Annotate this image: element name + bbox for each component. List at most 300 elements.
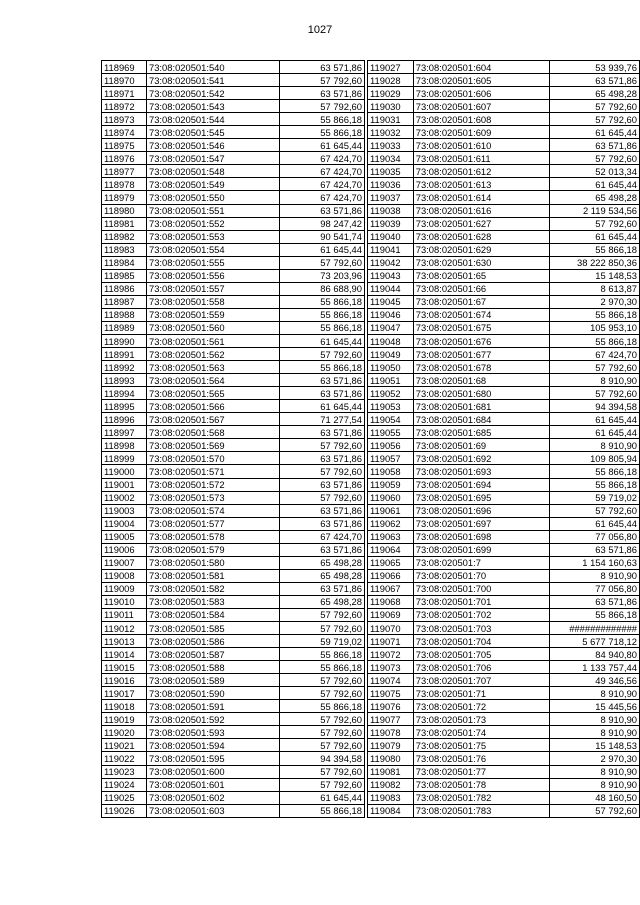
value-cell: 1 133 757,44 (550, 661, 640, 674)
table-row (368, 608, 640, 621)
row-number-cell: 119056 (368, 439, 414, 452)
cadastral-number-cell: 73:08:020501:601 (147, 778, 280, 791)
cadastral-number-cell: 73:08:020501:67 (413, 295, 550, 308)
row-number-cell: 118980 (102, 204, 147, 217)
row-number-cell: 119012 (102, 622, 147, 635)
table-row (102, 113, 365, 126)
value-cell: 53 939,76 (550, 61, 640, 74)
cadastral-number-cell: 73:08:020501:584 (147, 608, 280, 621)
table-row (368, 569, 640, 582)
row-number-cell: 119006 (102, 543, 147, 556)
cadastral-number-cell: 73:08:020501:630 (413, 256, 550, 269)
row-number-cell: 118989 (102, 321, 147, 334)
value-cell: 67 424,70 (280, 152, 365, 165)
cadastral-number-cell: 73:08:020501:694 (413, 478, 550, 491)
table-row (368, 152, 640, 165)
cadastral-number-cell: 73:08:020501:578 (147, 530, 280, 543)
value-cell: 86 688,90 (280, 282, 365, 295)
value-cell: 94 394,58 (550, 400, 640, 413)
cadastral-number-cell: 73:08:020501:591 (147, 700, 280, 713)
row-number-cell: 119066 (368, 569, 414, 582)
cadastral-number-cell: 73:08:020501:557 (147, 282, 280, 295)
row-number-cell: 119018 (102, 700, 147, 713)
cadastral-number-cell: 73:08:020501:563 (147, 361, 280, 374)
table-row (102, 687, 365, 700)
cadastral-number-cell: 73:08:020501:65 (413, 269, 550, 282)
row-number-cell: 118981 (102, 217, 147, 230)
row-number-cell: 119059 (368, 478, 414, 491)
table-row (368, 452, 640, 465)
table-row (368, 426, 640, 439)
cadastral-number-cell: 73:08:020501:701 (413, 595, 550, 608)
value-cell: 8 910,90 (550, 765, 640, 778)
cadastral-number-cell: 73:08:020501:700 (413, 582, 550, 595)
row-number-cell: 119083 (368, 791, 414, 804)
cadastral-number-cell: 73:08:020501:695 (413, 491, 550, 504)
table-row (102, 191, 365, 204)
cadastral-number-cell: 73:08:020501:558 (147, 295, 280, 308)
table-row (368, 348, 640, 361)
table-row (102, 465, 365, 478)
page-number: 1027 (307, 24, 333, 36)
value-cell: 15 148,53 (550, 269, 640, 282)
table-row (368, 269, 640, 282)
value-cell: 98 247,42 (280, 217, 365, 230)
value-cell: 55 866,18 (280, 661, 365, 674)
row-number-cell: 119008 (102, 569, 147, 582)
table-row (102, 530, 365, 543)
cadastral-number-cell: 73:08:020501:566 (147, 400, 280, 413)
table-row (102, 713, 365, 726)
value-cell: 57 792,60 (550, 387, 640, 400)
table-row (102, 569, 365, 582)
value-cell: 65 498,28 (280, 569, 365, 582)
cadastral-number-cell: 73:08:020501:586 (147, 635, 280, 648)
cadastral-number-cell: 73:08:020501:77 (413, 765, 550, 778)
cadastral-table-right (367, 60, 640, 818)
table-row (102, 595, 365, 608)
cadastral-number-cell: 73:08:020501:571 (147, 465, 280, 478)
table-row (368, 413, 640, 426)
value-cell: 63 571,86 (280, 374, 365, 387)
value-cell: 55 866,18 (280, 648, 365, 661)
row-number-cell: 119031 (368, 113, 414, 126)
table-row (368, 687, 640, 700)
table-row (102, 791, 365, 804)
value-cell: 67 424,70 (280, 178, 365, 191)
row-number-cell: 119075 (368, 687, 414, 700)
row-number-cell: 119024 (102, 778, 147, 791)
table-row (102, 282, 365, 295)
value-cell: 57 792,60 (550, 361, 640, 374)
cadastral-number-cell: 73:08:020501:685 (413, 426, 550, 439)
value-cell: 8 910,90 (550, 778, 640, 791)
cadastral-number-cell: 73:08:020501:71 (413, 687, 550, 700)
row-number-cell: 119041 (368, 243, 414, 256)
value-cell: 65 498,28 (550, 87, 640, 100)
row-number-cell: 119053 (368, 400, 414, 413)
value-cell: 105 953,10 (550, 321, 640, 334)
value-cell: 57 792,60 (550, 113, 640, 126)
row-number-cell: 118983 (102, 243, 147, 256)
table-row (368, 204, 640, 217)
value-cell: 63 571,86 (280, 387, 365, 400)
value-cell: ############# (550, 622, 640, 635)
value-cell: 57 792,60 (280, 739, 365, 752)
value-cell: 84 940,80 (550, 648, 640, 661)
table-row (102, 139, 365, 152)
row-number-cell: 118994 (102, 387, 147, 400)
cadastral-number-cell: 73:08:020501:570 (147, 452, 280, 465)
table-row (368, 478, 640, 491)
table-row (102, 478, 365, 491)
value-cell: 8 910,90 (550, 687, 640, 700)
cadastral-number-cell: 73:08:020501:676 (413, 334, 550, 347)
cadastral-number-cell: 73:08:020501:580 (147, 556, 280, 569)
value-cell: 55 866,18 (550, 243, 640, 256)
table-row (102, 230, 365, 243)
cadastral-number-cell: 73:08:020501:705 (413, 648, 550, 661)
row-number-cell: 119074 (368, 674, 414, 687)
value-cell: 55 866,18 (550, 334, 640, 347)
value-cell: 55 866,18 (550, 608, 640, 621)
table-row (368, 700, 640, 713)
table-row (102, 165, 365, 178)
row-number-cell: 119039 (368, 217, 414, 230)
row-number-cell: 119079 (368, 739, 414, 752)
value-cell: 59 719,02 (280, 635, 365, 648)
table-row (102, 778, 365, 791)
cadastral-number-cell: 73:08:020501:542 (147, 87, 280, 100)
row-number-cell: 119005 (102, 530, 147, 543)
cadastral-number-cell: 73:08:020501:561 (147, 334, 280, 347)
table-row (368, 321, 640, 334)
table-row (102, 100, 365, 113)
table-row (368, 543, 640, 556)
cadastral-number-cell: 73:08:020501:554 (147, 243, 280, 256)
row-number-cell: 119060 (368, 491, 414, 504)
value-cell: 52 013,34 (550, 165, 640, 178)
table-row (368, 517, 640, 530)
cadastral-number-cell: 73:08:020501:610 (413, 139, 550, 152)
row-number-cell: 119037 (368, 191, 414, 204)
cadastral-number-cell: 73:08:020501:611 (413, 152, 550, 165)
table-row (368, 739, 640, 752)
cadastral-number-cell: 73:08:020501:7 (413, 556, 550, 569)
value-cell: 63 571,86 (550, 74, 640, 87)
value-cell: 61 645,44 (550, 426, 640, 439)
row-number-cell: 119014 (102, 648, 147, 661)
value-cell: 57 792,60 (550, 504, 640, 517)
row-number-cell: 119011 (102, 608, 147, 621)
row-number-cell: 119032 (368, 126, 414, 139)
table-row (368, 765, 640, 778)
row-number-cell: 119030 (368, 100, 414, 113)
cadastral-number-cell: 73:08:020501:69 (413, 439, 550, 452)
row-number-cell: 119021 (102, 739, 147, 752)
row-number-cell: 119028 (368, 74, 414, 87)
value-cell: 63 571,86 (280, 452, 365, 465)
table-row (368, 178, 640, 191)
row-number-cell: 119069 (368, 608, 414, 621)
table-row (102, 400, 365, 413)
value-cell: 57 792,60 (280, 622, 365, 635)
row-number-cell: 119048 (368, 334, 414, 347)
row-number-cell: 119067 (368, 582, 414, 595)
row-number-cell: 119019 (102, 713, 147, 726)
cadastral-number-cell: 73:08:020501:698 (413, 530, 550, 543)
value-cell: 63 571,86 (280, 504, 365, 517)
table-row (102, 387, 365, 400)
cadastral-number-cell: 73:08:020501:692 (413, 452, 550, 465)
cadastral-number-cell: 73:08:020501:541 (147, 74, 280, 87)
row-number-cell: 119002 (102, 491, 147, 504)
cadastral-number-cell: 73:08:020501:703 (413, 622, 550, 635)
cadastral-number-cell: 73:08:020501:75 (413, 739, 550, 752)
cadastral-number-cell: 73:08:020501:556 (147, 269, 280, 282)
row-number-cell: 119072 (368, 648, 414, 661)
table-row (102, 126, 365, 139)
table-row (368, 713, 640, 726)
table-row (368, 113, 640, 126)
table-row (368, 230, 640, 243)
cadastral-number-cell: 73:08:020501:684 (413, 413, 550, 426)
value-cell: 63 571,86 (280, 582, 365, 595)
table-row (368, 243, 640, 256)
cadastral-number-cell: 73:08:020501:573 (147, 491, 280, 504)
table-row (102, 243, 365, 256)
value-cell: 94 394,58 (280, 752, 365, 765)
row-number-cell: 118982 (102, 230, 147, 243)
table-row (368, 61, 640, 74)
value-cell: 73 203,96 (280, 269, 365, 282)
value-cell: 57 792,60 (280, 674, 365, 687)
row-number-cell: 119007 (102, 556, 147, 569)
cadastral-number-cell: 73:08:020501:579 (147, 543, 280, 556)
row-number-cell: 119064 (368, 543, 414, 556)
table-row (102, 700, 365, 713)
table-row (368, 804, 640, 817)
cadastral-number-cell: 73:08:020501:600 (147, 765, 280, 778)
value-cell: 15 148,53 (550, 739, 640, 752)
row-number-cell: 119049 (368, 348, 414, 361)
value-cell: 8 910,90 (550, 713, 640, 726)
table-row (102, 648, 365, 661)
table-row (102, 61, 365, 74)
cadastral-number-cell: 73:08:020501:74 (413, 726, 550, 739)
table-row (102, 556, 365, 569)
cadastral-number-cell: 73:08:020501:677 (413, 348, 550, 361)
table-row (102, 204, 365, 217)
row-number-cell: 119015 (102, 661, 147, 674)
row-number-cell: 118985 (102, 269, 147, 282)
table-row (102, 452, 365, 465)
table-row (102, 413, 365, 426)
table-row (368, 139, 640, 152)
value-cell: 61 645,44 (550, 517, 640, 530)
row-number-cell: 118986 (102, 282, 147, 295)
value-cell: 61 645,44 (280, 243, 365, 256)
cadastral-number-cell: 73:08:020501:678 (413, 361, 550, 374)
table-row (102, 321, 365, 334)
table-row (368, 374, 640, 387)
value-cell: 57 792,60 (280, 74, 365, 87)
row-number-cell: 119070 (368, 622, 414, 635)
cadastral-number-cell: 73:08:020501:70 (413, 569, 550, 582)
row-number-cell: 119073 (368, 661, 414, 674)
value-cell: 63 571,86 (280, 517, 365, 530)
table-row (102, 752, 365, 765)
value-cell: 48 160,50 (550, 791, 640, 804)
table-row (102, 582, 365, 595)
value-cell: 57 792,60 (280, 687, 365, 700)
value-cell: 55 866,18 (550, 478, 640, 491)
cadastral-number-cell: 73:08:020501:549 (147, 178, 280, 191)
cadastral-number-cell: 73:08:020501:614 (413, 191, 550, 204)
row-number-cell: 118973 (102, 113, 147, 126)
cadastral-number-cell: 73:08:020501:594 (147, 739, 280, 752)
row-number-cell: 119020 (102, 726, 147, 739)
table-row (102, 726, 365, 739)
cadastral-number-cell: 73:08:020501:543 (147, 100, 280, 113)
cadastral-number-cell: 73:08:020501:585 (147, 622, 280, 635)
row-number-cell: 118993 (102, 374, 147, 387)
table-row (102, 504, 365, 517)
row-number-cell: 118999 (102, 452, 147, 465)
value-cell: 57 792,60 (550, 804, 640, 817)
value-cell: 55 866,18 (280, 804, 365, 817)
value-cell: 61 645,44 (280, 334, 365, 347)
row-number-cell: 118988 (102, 308, 147, 321)
cadastral-number-cell: 73:08:020501:562 (147, 348, 280, 361)
value-cell: 61 645,44 (550, 230, 640, 243)
table-row (102, 622, 365, 635)
value-cell: 63 571,86 (280, 543, 365, 556)
row-number-cell: 118991 (102, 348, 147, 361)
table-row (102, 543, 365, 556)
row-number-cell: 119004 (102, 517, 147, 530)
table-row (102, 348, 365, 361)
cadastral-number-cell: 73:08:020501:707 (413, 674, 550, 687)
table-row (102, 269, 365, 282)
row-number-cell: 119042 (368, 256, 414, 269)
table-row (368, 100, 640, 113)
row-number-cell: 119025 (102, 791, 147, 804)
value-cell: 57 792,60 (550, 100, 640, 113)
row-number-cell: 119016 (102, 674, 147, 687)
table-body-left (102, 61, 365, 818)
table-row (368, 465, 640, 478)
row-number-cell: 119065 (368, 556, 414, 569)
row-number-cell: 118970 (102, 74, 147, 87)
row-number-cell: 118969 (102, 61, 147, 74)
table-row (368, 622, 640, 635)
row-number-cell: 119084 (368, 804, 414, 817)
table-row (102, 217, 365, 230)
row-number-cell: 119022 (102, 752, 147, 765)
cadastral-number-cell: 73:08:020501:629 (413, 243, 550, 256)
table-row (368, 674, 640, 687)
value-cell: 55 866,18 (280, 361, 365, 374)
value-cell: 67 424,70 (550, 348, 640, 361)
value-cell: 55 866,18 (280, 113, 365, 126)
value-cell: 61 645,44 (280, 139, 365, 152)
value-cell: 63 571,86 (550, 595, 640, 608)
value-cell: 59 719,02 (550, 491, 640, 504)
value-cell: 57 792,60 (280, 256, 365, 269)
cadastral-number-cell: 73:08:020501:564 (147, 374, 280, 387)
row-number-cell: 119023 (102, 765, 147, 778)
value-cell: 57 792,60 (280, 765, 365, 778)
value-cell: 57 792,60 (280, 491, 365, 504)
cadastral-number-cell: 73:08:020501:78 (413, 778, 550, 791)
row-number-cell: 119051 (368, 374, 414, 387)
row-number-cell: 118977 (102, 165, 147, 178)
table-row (368, 595, 640, 608)
cadastral-number-cell: 73:08:020501:569 (147, 439, 280, 452)
cadastral-number-cell: 73:08:020501:572 (147, 478, 280, 491)
row-number-cell: 119080 (368, 752, 414, 765)
value-cell: 57 792,60 (550, 152, 640, 165)
row-number-cell: 119009 (102, 582, 147, 595)
row-number-cell: 119033 (368, 139, 414, 152)
row-number-cell: 119047 (368, 321, 414, 334)
row-number-cell: 119013 (102, 635, 147, 648)
table-row (102, 308, 365, 321)
row-number-cell: 119045 (368, 295, 414, 308)
cadastral-number-cell: 73:08:020501:547 (147, 152, 280, 165)
value-cell: 15 445,56 (550, 700, 640, 713)
cadastral-number-cell: 73:08:020501:560 (147, 321, 280, 334)
table-row (368, 439, 640, 452)
row-number-cell: 119077 (368, 713, 414, 726)
row-number-cell: 118997 (102, 426, 147, 439)
table-row (102, 87, 365, 100)
value-cell: 63 571,86 (550, 543, 640, 556)
row-number-cell: 119044 (368, 282, 414, 295)
table-row (368, 361, 640, 374)
cadastral-number-cell: 73:08:020501:590 (147, 687, 280, 700)
value-cell: 8 910,90 (550, 374, 640, 387)
table-row (102, 517, 365, 530)
value-cell: 63 571,86 (280, 426, 365, 439)
value-cell: 63 571,86 (280, 478, 365, 491)
cadastral-number-cell: 73:08:020501:697 (413, 517, 550, 530)
value-cell: 49 346,56 (550, 674, 640, 687)
cadastral-number-cell: 73:08:020501:546 (147, 139, 280, 152)
table-row (368, 295, 640, 308)
row-number-cell: 119034 (368, 152, 414, 165)
cadastral-number-cell: 73:08:020501:628 (413, 230, 550, 243)
value-cell: 57 792,60 (280, 608, 365, 621)
row-number-cell: 119052 (368, 387, 414, 400)
row-number-cell: 119027 (368, 61, 414, 74)
table-row (368, 308, 640, 321)
table-row (368, 165, 640, 178)
cadastral-number-cell: 73:08:020501:588 (147, 661, 280, 674)
cadastral-number-cell: 73:08:020501:693 (413, 465, 550, 478)
table-body-right (368, 61, 640, 818)
row-number-cell: 118978 (102, 178, 147, 191)
row-number-cell: 118987 (102, 295, 147, 308)
cadastral-number-cell: 73:08:020501:577 (147, 517, 280, 530)
value-cell: 61 645,44 (280, 400, 365, 413)
cadastral-number-cell: 73:08:020501:696 (413, 504, 550, 517)
row-number-cell: 119036 (368, 178, 414, 191)
table-row (102, 152, 365, 165)
row-number-cell: 119010 (102, 595, 147, 608)
value-cell: 57 792,60 (280, 778, 365, 791)
